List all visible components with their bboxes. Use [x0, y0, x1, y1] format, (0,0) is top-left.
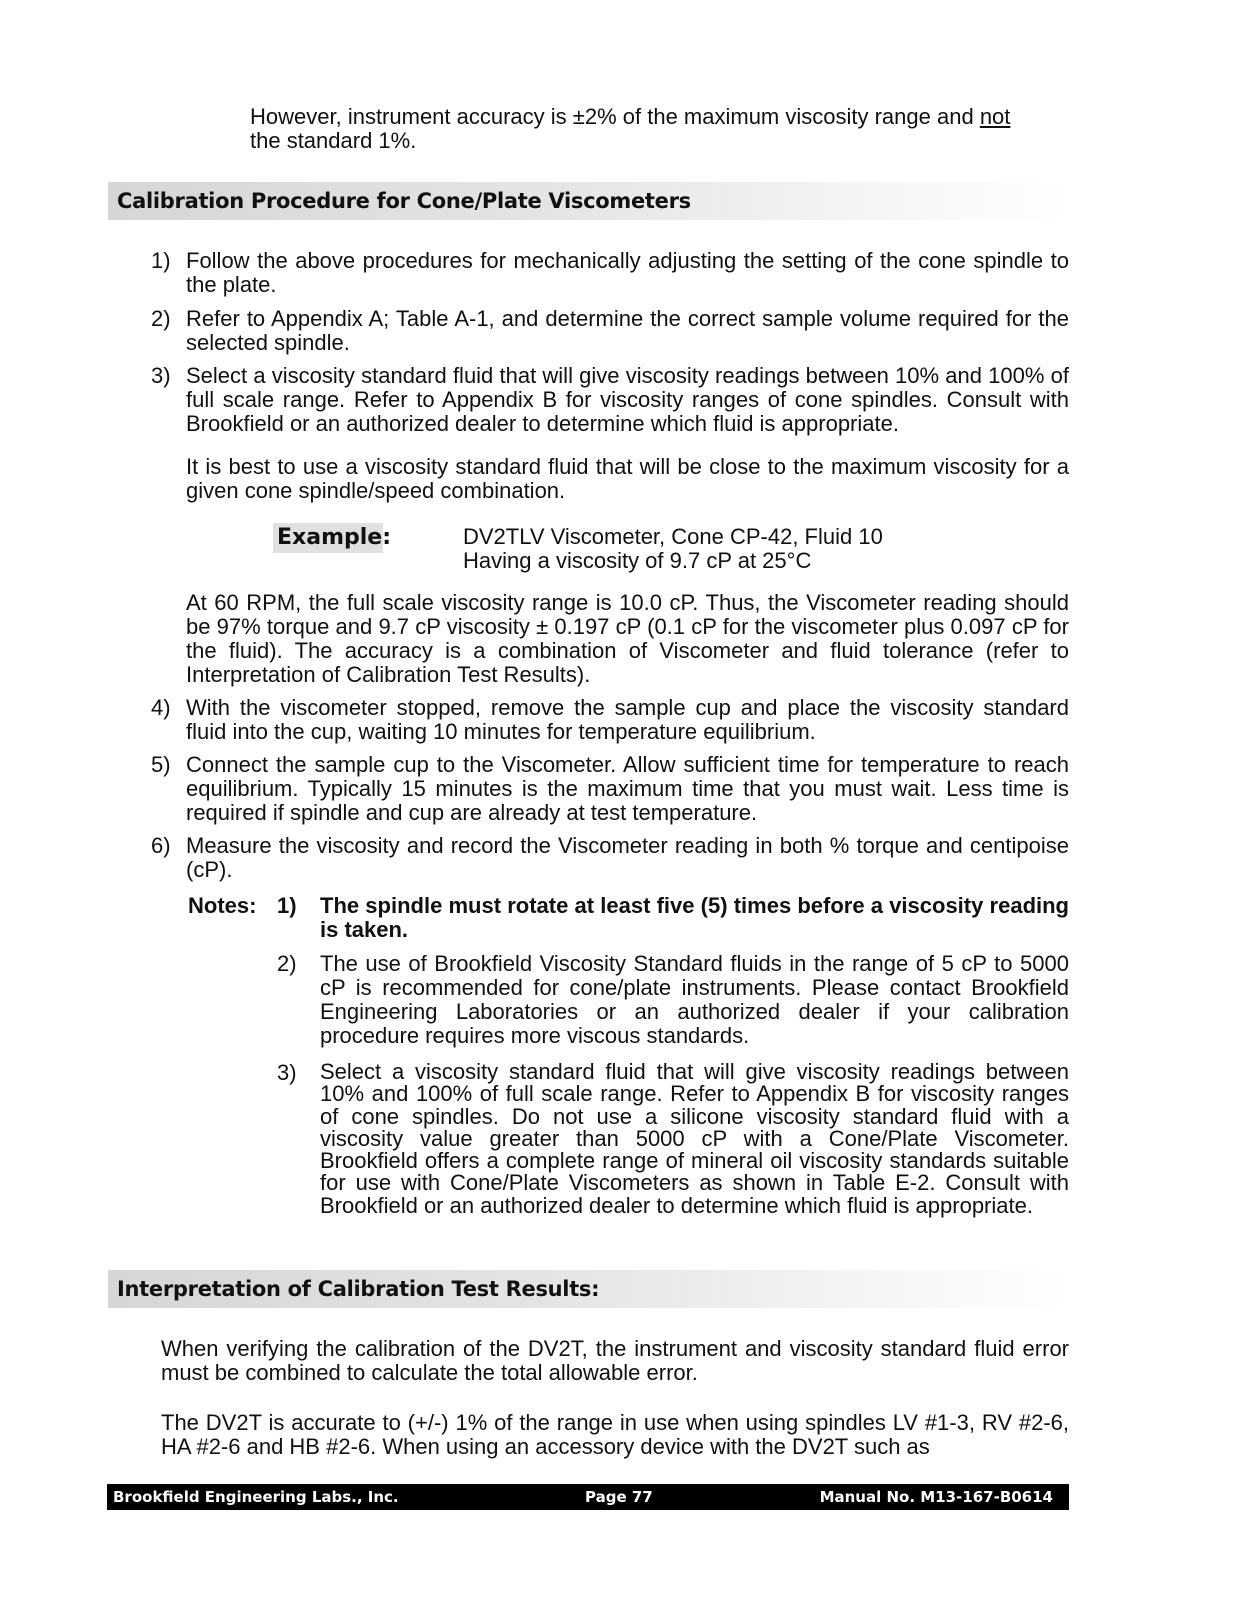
step-text-1: Follow the above procedures for mechanically adjusting the setting of the cone spindle to the plate.: [186, 248, 1069, 297]
rpm-accuracy-paragraph: At 60 RPM, the full scale viscosity range is 10.0 cP. Thus, the Viscometer reading should be 97% torque and 9.7 cP viscosity ± 0.197 cP (0.1 cP for the viscometer plus 0.097 cP for the fluid). The accuracy is a combination of Viscometer and fluid tolerance (refer to Interpretation of Calibration Test Results).: [186, 590, 1069, 687]
section-title-calibration: Calibration Procedure for Cone/Plate Viscometers: [117, 189, 691, 213]
page-footer: [107, 1484, 1069, 1510]
notes-label: Notes:: [188, 893, 257, 918]
section-header-interpretation: [108, 1270, 1069, 1308]
step-number-1: 1): [151, 248, 171, 273]
intro-line-2: the standard 1%.: [250, 128, 417, 153]
note-number-3: 3): [277, 1060, 297, 1085]
step-text-6: Measure the viscosity and record the Viscometer reading in both % torque and centipoise (cP).: [186, 833, 1069, 882]
step-text-3: Select a viscosity standard fluid that will give viscosity readings between 10% and 100% of full scale range. Refer to Appendix B for viscosity ranges of cone spindles. Consult with Brookfield or an authorized dealer to determine which fluid is appropriate.: [186, 363, 1069, 436]
step-text-2: Refer to Appendix A; Table A-1, and determine the correct sample volume required for the selected spindle.: [186, 306, 1069, 355]
note-number-1: 1): [277, 893, 297, 918]
intro-emphasis-not: not: [979, 104, 1011, 129]
example-line-1: DV2TLV Viscometer, Cone CP-42, Fluid 10: [463, 524, 883, 549]
note-text-3: Select a viscosity standard fluid that will give viscosity readings between 10% and 100% of full scale range. Refer to Appendix B for viscosity ranges of cone spindles. Do not use a silicone viscosity standard fluid with a viscosity value greater than 5000 cP with a Cone/Plate Viscometer. Brookfield offers a complete range of mineral oil viscosity standards suitable for use with Cone/Plate Viscometers as shown in Table E-2. Consult with Brookfield or an authorized dealer to determine which fluid is appropriate.: [320, 1059, 1069, 1218]
section-header-calibration: [108, 182, 1069, 220]
step-number-6: 6): [151, 833, 171, 858]
step-number-4: 4): [151, 695, 171, 720]
footer-page-number: Page 77: [585, 1488, 653, 1506]
step-number-3: 3): [151, 363, 171, 388]
step-text-5: Connect the sample cup to the Viscometer. Allow sufficient time for temperature to reach equilibrium. Typically 15 minutes is the maximum time that you must wait. Less time is required if spindle and cup are already at test temperature.: [186, 752, 1069, 825]
interpretation-paragraph-1: When verifying the calibration of the DV2T, the instrument and viscosity standard fluid error must be combined to calculate the total allowable error.: [161, 1336, 1069, 1385]
example-label: Example:: [277, 525, 391, 550]
example-details: [463, 525, 1069, 573]
step-number-2: 2): [151, 306, 171, 331]
step-text-4: With the viscometer stopped, remove the sample cup and place the viscosity standard fluid into the cup, waiting 10 minutes for temperature equilibrium.: [186, 695, 1069, 744]
footer-company: Brookfield Engineering Labs., Inc.: [113, 1488, 399, 1506]
intro-paragraph: [250, 105, 1070, 153]
footer-manual-number: Manual No. M13-167-B0614: [819, 1488, 1053, 1506]
intro-line-1: However, instrument accuracy is ±2% of the maximum viscosity range and not: [250, 104, 1011, 129]
section-title-interpretation: Interpretation of Calibration Test Results:: [117, 1277, 600, 1301]
example-label-box: [273, 523, 391, 553]
note-number-2: 2): [277, 951, 297, 976]
best-practice-paragraph: It is best to use a viscosity standard fluid that will be close to the maximum viscosity for a given cone spindle/speed combination.: [186, 454, 1069, 503]
note-text-1: The spindle must rotate at least five (5) times before a viscosity reading is taken.: [320, 893, 1069, 942]
note-text-2: The use of Brookfield Viscosity Standard fluids in the range of 5 cP to 5000 cP is recommended for cone/plate instruments. Please contact Brookfield Engineering Laboratories or an authorized dealer if your calibration procedure requires more viscous standards.: [320, 951, 1069, 1048]
step-number-5: 5): [151, 752, 171, 777]
interpretation-paragraph-2: The DV2T is accurate to (+/-) 1% of the range in use when using spindles LV #1-3, RV #2-6, HA #2-6 and HB #2-6. When using an accessory device with the DV2T such as: [161, 1410, 1069, 1459]
example-line-2: Having a viscosity of 9.7 cP at 25°C: [463, 548, 812, 573]
